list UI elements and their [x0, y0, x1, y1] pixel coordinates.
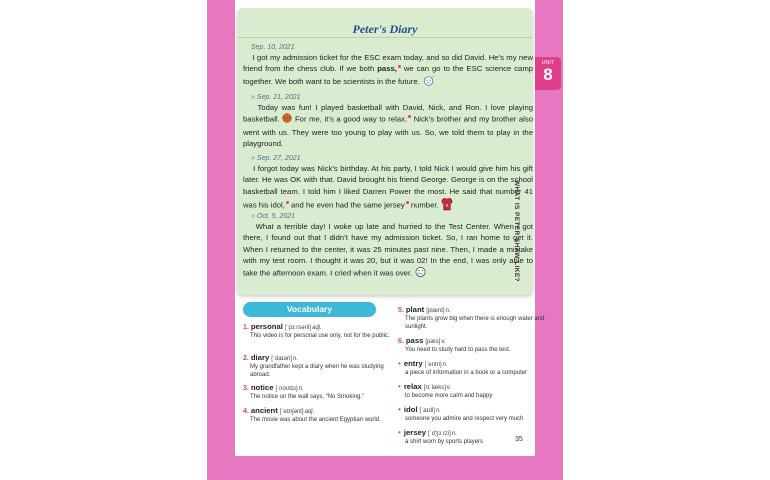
- diary-entry-sep-10: [243, 44, 533, 89]
- jersey-icon: [441, 197, 453, 214]
- diary-entry-oct-5: [243, 213, 533, 281]
- unit-label: UNIT: [541, 60, 555, 66]
- vocab-item-relax: • relax [rɪˈlæks]v. to become more calm and happy: [398, 382, 493, 399]
- vocab-item-notice: 3. notice [ˈnoʊtɪs]n. The notice on the wall says, “No Smoking.”: [243, 383, 365, 400]
- entry-date: » Oct. 5, 2021: [251, 213, 296, 220]
- vocab-item-entry: • entry [ˈentri]n. a piece of information in a book or a computer: [398, 359, 528, 376]
- thinking-face-icon: [422, 75, 435, 89]
- crying-face-icon: [414, 266, 427, 281]
- diary-entry-sep-27: [243, 155, 533, 214]
- diary-title: Peter's Diary: [352, 22, 418, 36]
- entry-marker-icon: »: [251, 94, 255, 101]
- diary-entry-sep-21: [243, 94, 533, 149]
- left-border-frame: [207, 0, 235, 480]
- vocab-item-jersey: • jersey [ˈdʒɜːrzi]n. a shirt worn by sports players: [398, 428, 484, 445]
- entry-marker-icon: »: [251, 155, 255, 162]
- vocab-item-personal: 1. personal [ˈpɜːrsənl]adj. This video is for personal use only, not for the public.: [243, 322, 390, 339]
- entry-body: What a terrible day! I woke up late and hurried to the Test Center. When I got there, I found out that I didn’t have my admission ticket. So, I ran home to get it. When I returned to the center, it was 25 minutes past nine. Then, I made a mistake with my test room. I thought it was 20, but it was 02! In the end, I was only able to take the afternoon exam. I cried when it was over.: [243, 221, 533, 281]
- basketball-icon: [282, 113, 292, 126]
- entry-marker-icon: »: [251, 213, 255, 220]
- entry-body: Today was fun! I played basketball with David, Nick, and Ron. I love playing basketball. For me, it’s a good way to relax. Nick’s brother and my brother also went with us. They were too young to play with us. So, we told them to play in the playground.: [243, 103, 534, 148]
- entry-body: I got my admission ticket for the ESC exam today, and so did David. He’s my new friend from the chess club. If we both pass, we can go to the ESC science camp together. We both want to be scientists in the future.: [243, 52, 533, 89]
- vocab-item-plant: 5. plant [plænt]n. The plants grow big when there is enough water and sunlight.: [398, 305, 545, 330]
- unit-number: 8: [543, 65, 553, 84]
- vocabulary-header: Vocabulary: [243, 302, 376, 317]
- entry-body: I forgot today was Nick’s birthday. At his party, I told Nick I would give him his gift later. He was OK with that. David brought his friend George. George is on the school basketball team. I told him I liked Darren Power the most. He said that number 41 was his idol, and he even had the same jersey number.: [243, 163, 533, 214]
- entry-date: Sep. 10, 2021: [251, 44, 295, 51]
- vocab-item-ancient: 4. ancient [ˈeɪnʃənt]adj. The movie was about the ancient Egyptian world.: [243, 406, 381, 423]
- vocab-item-idol: • idol [ˈaɪdl]n. someone you admire and respect very much: [398, 405, 524, 422]
- entry-date: » Sep. 21, 2021: [251, 94, 301, 101]
- unit-tab: [535, 57, 561, 90]
- side-title: WHAT IS PETER SHAW LIKE?: [513, 180, 520, 282]
- vocab-item-diary: 2. diary [ˈdaɪəri]n. My grandfather kept a diary when he was studying abroad.: [243, 353, 384, 378]
- vocab-item-pass: 6. pass [pæs]v. You need to study hard to pass the test.: [398, 336, 511, 353]
- bottom-border-frame: [207, 456, 563, 480]
- entry-date: » Sep. 27, 2021: [251, 155, 301, 162]
- page-number: 35: [515, 436, 523, 443]
